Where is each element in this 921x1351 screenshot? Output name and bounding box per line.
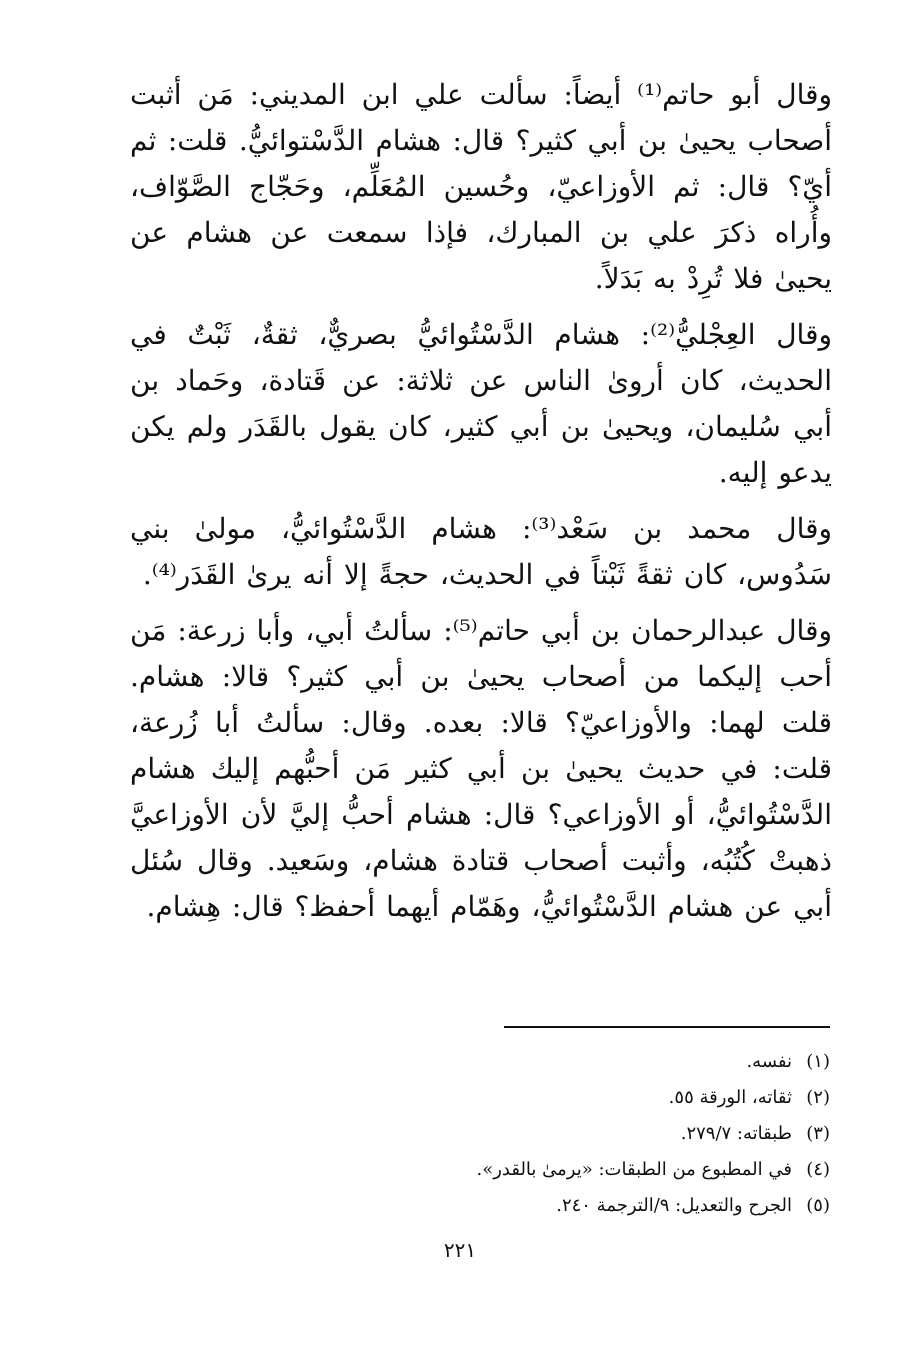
footnote-number: (٣) (806, 1123, 830, 1144)
footnote-number: (٥) (806, 1195, 830, 1216)
footnote-4 (380, 1152, 830, 1188)
page-number: ٢٢١ (443, 1238, 477, 1262)
footnote-2 (380, 1080, 830, 1116)
footnote-number: (٢) (806, 1087, 830, 1108)
footnotes (380, 1044, 830, 1224)
paragraph-ijli: وقال العِجْليُّ⁽²⁾: هشام الدَّسْتُوائيُّ بصريٌّ، ثقةٌ، ثَبْتٌ في الحديث، كان أروىٰ الناس عن ثلاثة: عن قَتادة، وحَماد بن أبي سُليمان، ويحيىٰ بن أبي كثير، كان يقول بالقَدَر ولم يكن يدعو إليه. (130, 318, 832, 489)
footnote-text: طبقاته: ٢٧٩/٧. (680, 1123, 792, 1144)
main-text (130, 72, 832, 940)
footnote-text: ثقاته، الورقة ٥٥. (668, 1087, 792, 1108)
paragraph-ibn-abi-hatim: وقال عبدالرحمان بن أبي حاتم⁽⁵⁾: سألتُ أبي، وأبا زرعة: مَن أحب إليكما من أصحاب يحيىٰ بن أبي كثير؟ قالا: هشام. قلت لهما: والأوزاعيّ؟ قالا: بعده. وقال: سألتُ أبا زُرعة، قلت: في حديث يحيىٰ بن أبي كثير مَن أحبُّهم إليك هشام الدَّسْتُوائيُّ، أو الأوزاعي؟ قال: هشام أحبُّ إليَّ لأن الأوزاعيَّ ذهبتْ كُتُبُه، وأثبت أصحاب قتادة هشام، وسَعيد. وقال سُئل أبي عن هشام الدَّسْتُوائيُّ، وهَمّام أيهما أحفظ؟ قال: هِشام. (130, 614, 832, 923)
footnote-text: في المطبوع من الطبقات: «يرمىٰ بالقدر». (476, 1159, 792, 1180)
footnote-number: (١) (806, 1051, 830, 1072)
footnote-text: الجرح والتعديل: ٩/الترجمة ٢٤٠. (556, 1195, 792, 1216)
footnote-divider (504, 1026, 830, 1028)
paragraph-abu-hatim: وقال أبو حاتم⁽¹⁾ أيضاً: سألت علي ابن المديني: مَن أثبت أصحاب يحيىٰ بن أبي كثير؟ قال: هشام الدَّسْتوائيُّ. قلت: ثم أيّ؟ قال: ثم الأوزاعيّ، وحُسين المُعَلِّم، وحَجّاج الصَّوّاف، وأُراه ذكرَ علي بن المبارك، فإذا سمعت عن هشام عن يحيىٰ فلا تُرِدْ به بَدَلاً. (130, 78, 833, 295)
paragraph-ibn-saad: وقال محمد بن سَعْد⁽³⁾: هشام الدَّسْتُوائيُّ، مولىٰ بني سَدُوس، كان ثقةً ثَبْتاً في الحديث، حجةً إلا أنه يرىٰ القَدَر⁽⁴⁾. (130, 512, 833, 591)
footnote-5 (380, 1188, 830, 1224)
footnote-number: (٤) (806, 1159, 830, 1180)
footnote-3 (380, 1116, 830, 1152)
footnote-text: نفسه. (746, 1051, 792, 1072)
footnote-1 (380, 1044, 830, 1080)
